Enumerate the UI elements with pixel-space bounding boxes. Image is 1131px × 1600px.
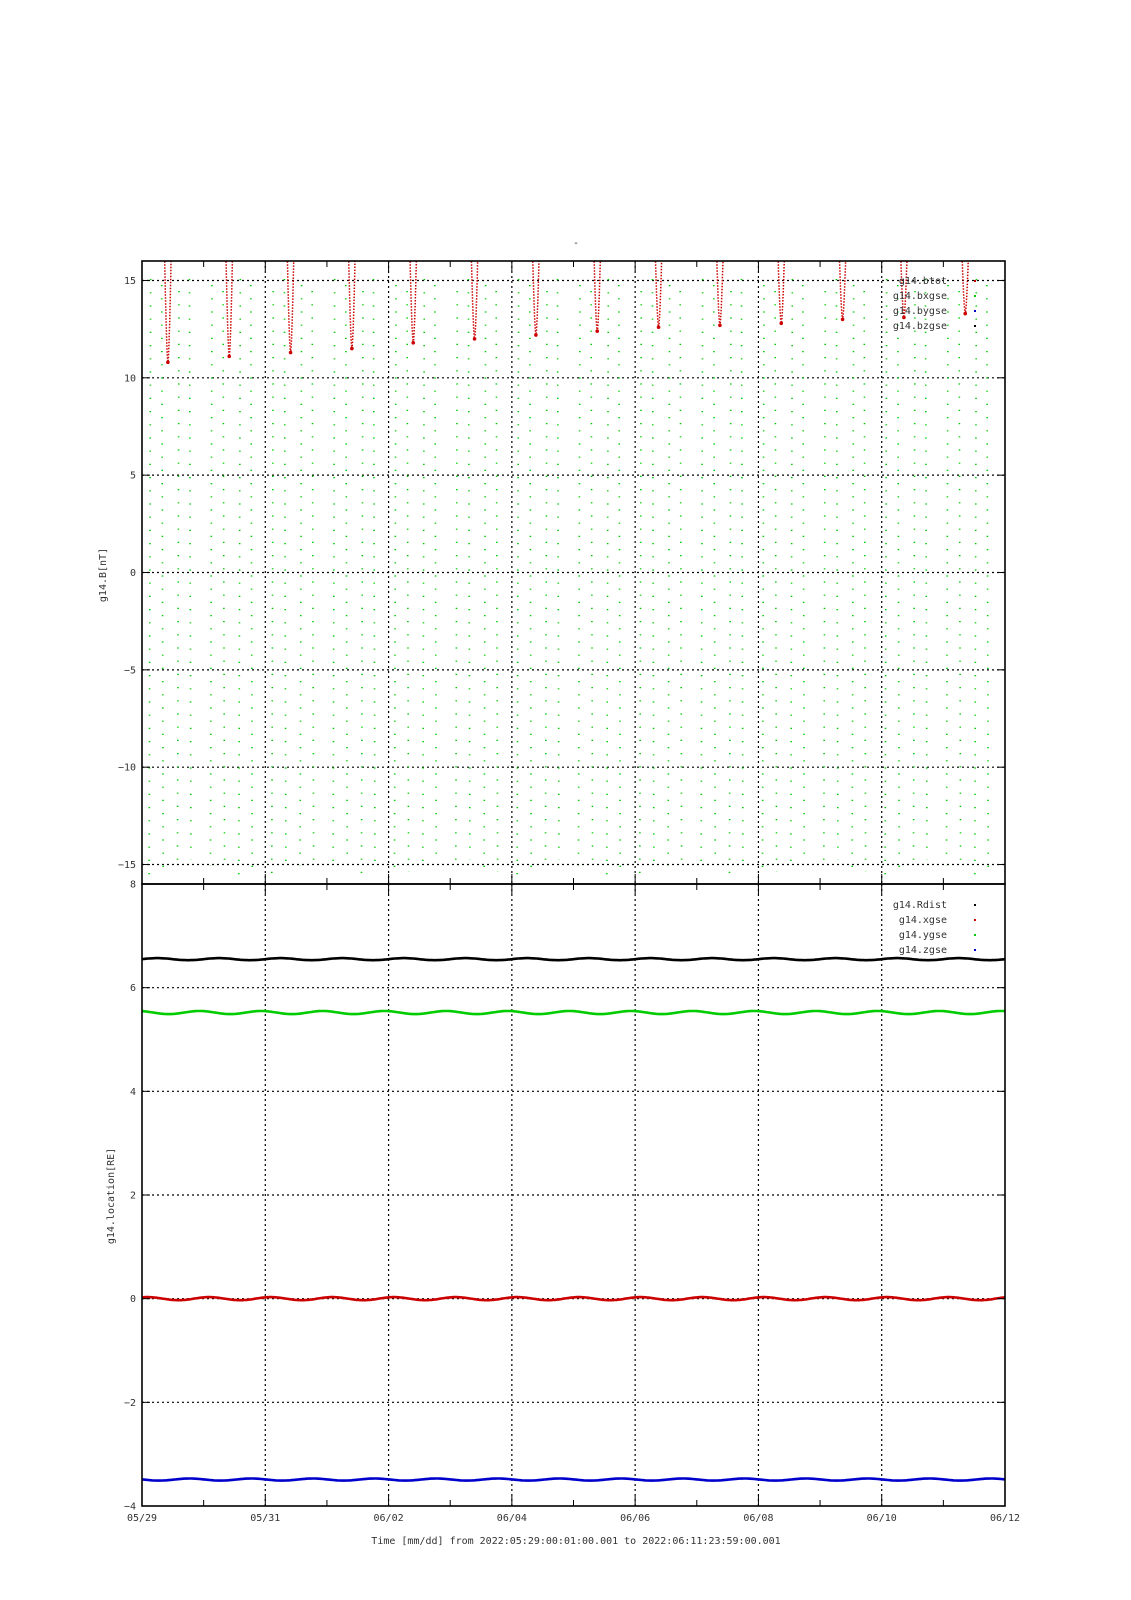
location-ytick-label: 8 xyxy=(129,879,136,891)
bxgse-column xyxy=(946,285,948,866)
magnetic-field-plot-area xyxy=(149,249,988,878)
time-axis-tick-label: 06/04 xyxy=(496,1513,527,1524)
bxgse-column xyxy=(775,291,777,872)
bxgse-column xyxy=(530,285,532,872)
bfield-ytick-label: −10 xyxy=(117,762,136,774)
bxgse-column xyxy=(484,285,486,878)
bfield-legend-marker xyxy=(974,280,976,282)
bfield-legend-label: g14.bygse xyxy=(892,306,947,317)
location-ytick-label: 4 xyxy=(129,1086,136,1098)
bxgse-column xyxy=(149,279,151,878)
btot-minimum-point xyxy=(166,360,170,364)
btot-dip xyxy=(165,249,172,362)
bfield-legend-marker xyxy=(974,310,976,312)
time-axis-tick-label: 06/08 xyxy=(743,1513,774,1524)
bxgse-column xyxy=(239,279,241,878)
btot-dip xyxy=(533,249,540,335)
btot-minimum-point xyxy=(534,333,538,337)
bxgse-column xyxy=(959,291,961,860)
bxgse-column xyxy=(251,285,253,872)
location-ylabel: g14.location[RE] xyxy=(106,1147,117,1245)
time-axis-tick-label: 06/06 xyxy=(620,1513,651,1524)
bfield-ytick-label: −15 xyxy=(117,860,136,872)
bfield-legend-marker xyxy=(974,295,976,297)
bxgse-column xyxy=(652,279,654,872)
bxgse-series xyxy=(149,279,988,878)
location-legend-marker xyxy=(974,904,976,906)
magnetic-field-gridlines xyxy=(142,261,1005,884)
location-legend-marker xyxy=(974,934,976,936)
bxgse-column xyxy=(300,285,302,866)
location-series-line xyxy=(142,1011,1005,1014)
bxgse-column xyxy=(885,279,887,878)
bxgse-column xyxy=(312,291,314,860)
bxgse-column xyxy=(864,291,866,872)
bxgse-column xyxy=(361,291,363,878)
btot-dip xyxy=(349,249,356,348)
btot-minimum-point xyxy=(473,337,477,341)
btot-minimum-point xyxy=(657,325,661,329)
location-ytick-label: 2 xyxy=(129,1190,136,1202)
bfield-legend-label: g14.bzgse xyxy=(892,321,947,332)
magnetic-field-data xyxy=(149,249,988,878)
bxgse-column xyxy=(545,291,547,866)
bxgse-column xyxy=(557,279,559,860)
bxgse-column xyxy=(898,285,900,872)
bxgse-column xyxy=(741,279,743,872)
bfield-ytick-label: 10 xyxy=(123,373,136,385)
bxgse-column xyxy=(272,291,274,878)
bxgse-column xyxy=(210,285,212,866)
bxgse-column xyxy=(925,279,927,860)
location-ytick-label: −4 xyxy=(123,1501,136,1513)
bxgse-column xyxy=(836,279,838,860)
btot-minimum-point xyxy=(595,329,599,333)
time-axis-tick-label: 06/02 xyxy=(373,1513,404,1524)
btot-dip xyxy=(962,249,969,313)
btot-dip xyxy=(839,249,846,319)
bxgse-column xyxy=(987,285,989,872)
bxgse-column xyxy=(223,291,225,860)
bxgse-column xyxy=(619,285,621,872)
bfield-ytick-label: −5 xyxy=(123,665,136,677)
bfield-ytick-label: 15 xyxy=(123,275,136,287)
bxgse-column xyxy=(680,291,682,860)
bxgse-column xyxy=(435,285,437,860)
location-legend-label: g14.xgse xyxy=(898,915,947,926)
bxgse-column xyxy=(729,291,731,878)
bxgse-column xyxy=(762,285,764,878)
bxgse-column xyxy=(824,291,826,866)
magnetic-field-axes xyxy=(118,261,1005,884)
time-axis-tick-label: 06/10 xyxy=(866,1513,897,1524)
time-axis-tick-label: 05/31 xyxy=(250,1513,281,1524)
location-legend xyxy=(893,900,976,956)
location-legend-label: g14.ygse xyxy=(898,930,947,941)
bxgse-column xyxy=(162,285,164,872)
bxgse-column xyxy=(640,291,642,878)
btot-minimum-point xyxy=(963,312,967,316)
figure-title: - xyxy=(572,238,580,249)
time-axis-footer: Time [mm/dd] from 2022:05:29:00:01:00.001 to 2022:06:11:23:59:00.001 xyxy=(371,1536,781,1547)
btot-minimum-point xyxy=(289,351,293,355)
bxgse-column xyxy=(517,279,519,878)
location-panel xyxy=(106,880,1005,1513)
location-series-line xyxy=(142,1297,1005,1300)
location-legend-label: g14.zgse xyxy=(898,945,947,956)
time-axis-tick-label: 05/29 xyxy=(126,1513,158,1524)
bfield-ytick-label: 5 xyxy=(129,470,136,482)
location-legend-marker xyxy=(974,919,976,921)
btot-dip xyxy=(287,249,294,352)
btot-dip xyxy=(410,249,417,342)
location-series-line xyxy=(142,958,1005,960)
btot-minimum-point xyxy=(227,355,231,359)
location-ytick-label: −2 xyxy=(123,1397,136,1409)
btot-minimum-point xyxy=(350,347,354,351)
bxgse-column xyxy=(852,285,854,878)
btot-dip xyxy=(226,249,233,356)
bfield-ytick-label: 0 xyxy=(129,568,136,579)
bxgse-column xyxy=(975,279,977,878)
magnetic-field-panel xyxy=(98,249,1005,884)
bxgse-column xyxy=(189,279,191,860)
time-axis-tick-label: 06/12 xyxy=(989,1513,1021,1524)
btot-series xyxy=(165,249,969,364)
bxgse-column xyxy=(591,291,593,860)
bxgse-column xyxy=(607,279,609,878)
btot-minimum-point xyxy=(779,322,783,326)
location-legend-label: g14.Rdist xyxy=(892,900,947,911)
bxgse-column xyxy=(394,285,396,878)
location-ytick-label: 6 xyxy=(129,983,136,995)
bxgse-column xyxy=(668,285,670,866)
btot-dip xyxy=(471,249,478,339)
magnetic-field-ylabel: g14.B[nT] xyxy=(98,547,109,603)
location-axes xyxy=(124,880,1005,1513)
btot-minimum-point xyxy=(411,341,415,345)
location-series-line xyxy=(142,1479,1005,1481)
location-ytick-label: 0 xyxy=(129,1294,136,1306)
bfield-legend-label: g14.btot xyxy=(898,276,947,287)
location-legend-marker xyxy=(974,949,976,951)
bfield-legend-marker xyxy=(974,325,976,327)
bxgse-column xyxy=(468,279,470,860)
location-gridlines xyxy=(142,884,1005,1506)
btot-minimum-point xyxy=(718,323,722,327)
bxgse-column xyxy=(578,285,580,866)
time-axis-tick-labels xyxy=(127,1513,1020,1524)
bxgse-column xyxy=(284,279,286,872)
bfield-legend-label: g14.bxgse xyxy=(892,291,947,302)
btot-minimum-point xyxy=(841,318,845,322)
bxgse-column xyxy=(373,279,375,872)
